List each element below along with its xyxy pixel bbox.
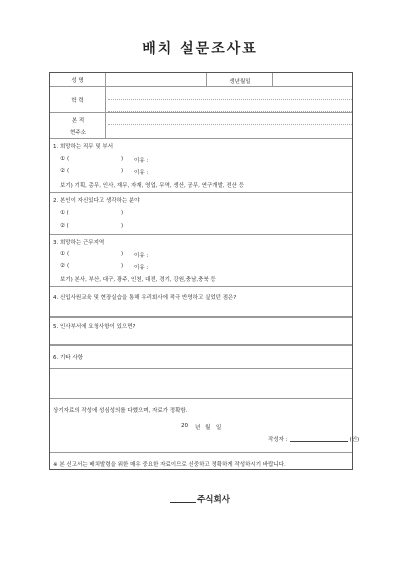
q2-opt1-close: ) xyxy=(121,210,124,216)
q1-opt1-open: ( xyxy=(67,156,70,162)
date-year-prefix: 20 xyxy=(181,423,188,429)
q3-opt2-close: ) xyxy=(121,263,124,269)
signature-block xyxy=(268,435,359,443)
q3-opt1-open: ( xyxy=(67,251,70,257)
q1-heading: 1. 희망하는 직무 및 부서 xyxy=(53,144,114,150)
q3-examples: 보기) 본사, 부산, 대구, 광주, 인천, 대전, 경기, 강원,충남,충북 등 xyxy=(60,277,216,283)
q2-section xyxy=(50,193,352,235)
birth-label: 생년월일 xyxy=(229,79,251,85)
q1-opt2-num: ② xyxy=(60,168,65,174)
seal-mark: (인) xyxy=(349,437,360,443)
survey-form xyxy=(49,72,360,470)
q1-opt2-close: ) xyxy=(121,168,124,174)
q1-opt1-num: ① xyxy=(60,156,65,162)
q3-section xyxy=(50,235,352,287)
q1-opt1-close: ) xyxy=(121,156,124,162)
declaration-text: 상기자료의 작성에 성심성의를 다했으며, 자료가 정확함. xyxy=(53,408,188,414)
q3-opt1-num: ① xyxy=(60,251,65,257)
q6-answer-row[interactable] xyxy=(50,369,352,399)
school-label: 학 력 xyxy=(50,87,106,112)
signer-field[interactable] xyxy=(290,441,348,442)
q4-heading-row xyxy=(50,287,352,317)
q1-examples: 보기) 기획, 총무, 인사, 재무, 자재, 영업, 무역, 생산, 공무, 연구개발, 전산 등 xyxy=(60,183,245,189)
origin-row xyxy=(50,113,352,139)
q5-heading: 5. 인사부서에 요청사항이 있으면? xyxy=(53,324,136,330)
q2-heading: 2. 본인이 자신있다고 생각하는 분야 xyxy=(53,198,140,204)
q6-heading-row xyxy=(50,345,352,369)
address-label: 현주소 xyxy=(70,130,86,136)
school-row xyxy=(50,87,352,113)
date-day: 일 xyxy=(216,425,222,431)
q2-opt2-close: ) xyxy=(121,223,124,229)
origin-label: 본 적 xyxy=(71,118,85,124)
q3-opt2-num: ② xyxy=(60,263,65,269)
page-title: 배치 설문조사표 xyxy=(142,41,258,57)
q3-opt1-reason: 이유 : xyxy=(134,253,149,259)
q1-section xyxy=(50,139,352,193)
date-month: 월 xyxy=(205,425,211,431)
school-field-line2[interactable] xyxy=(108,105,352,112)
q2-opt2: ② ( xyxy=(60,223,69,229)
date-year: 년 xyxy=(195,425,201,431)
q3-heading: 3. 희망하는 근무지역 xyxy=(53,240,105,246)
q6-heading: 6. 기타 사항 xyxy=(53,355,83,361)
q1-opt2-reason: 이유 : xyxy=(134,170,149,176)
signer-label: 작성자 : xyxy=(268,437,288,443)
birth-field[interactable] xyxy=(275,74,351,85)
divider xyxy=(206,73,207,86)
q1-opt2-open: ( xyxy=(67,168,70,174)
name-label: 성 명 xyxy=(50,73,106,86)
company-label: 주식회사 xyxy=(197,495,230,505)
q1-opt1-reason: 이유 : xyxy=(134,158,149,164)
q5-heading-row xyxy=(50,317,352,345)
address-field[interactable] xyxy=(108,127,352,137)
company-name-field[interactable] xyxy=(170,502,196,503)
origin-field[interactable] xyxy=(108,117,352,125)
q3-opt2-open: ( xyxy=(67,263,70,269)
q4-heading: 4. 신입사원교육 및 현장실습을 통해 우리회사에 적극 반영하고 싶었던 점은? xyxy=(53,295,237,301)
q3-opt1-close: ) xyxy=(121,251,124,257)
divider xyxy=(272,73,273,86)
declaration-section xyxy=(50,399,360,453)
name-row xyxy=(50,73,352,87)
origin-address-labels xyxy=(50,113,106,138)
q2-opt1: ① ( xyxy=(60,210,69,216)
q3-opt2-reason: 이유 : xyxy=(134,265,149,271)
notice-text: ※ 본 신고서는 배치발령을 위한 매우 중요한 자료이므로 신중하고 정확하게 작성하시기 바랍니다. xyxy=(53,462,286,468)
name-field[interactable] xyxy=(108,74,204,85)
school-field-line1[interactable] xyxy=(108,93,352,100)
company-line xyxy=(0,493,400,505)
